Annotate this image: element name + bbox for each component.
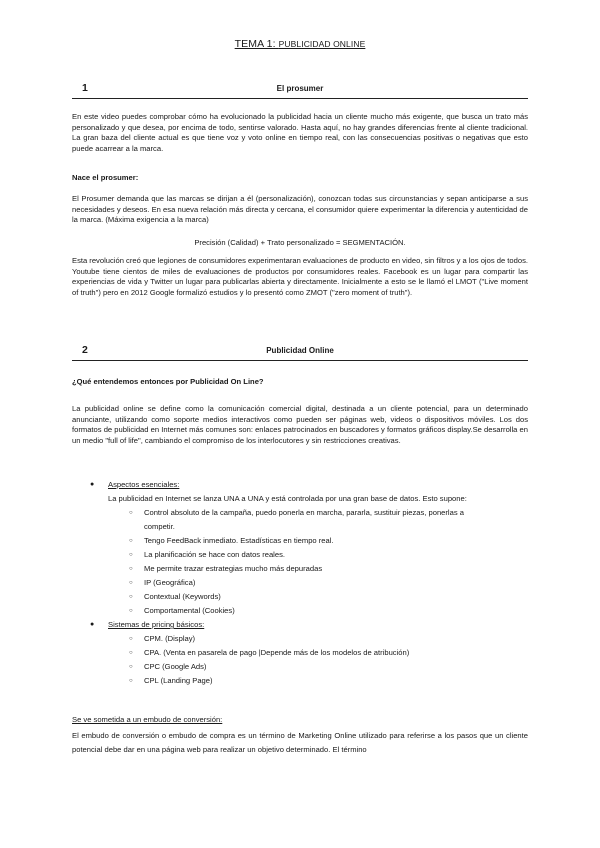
list-item: ● Aspectos esenciales:	[72, 478, 528, 492]
circle-bullet-icon: ○	[129, 664, 133, 670]
section-1-header	[72, 82, 528, 99]
section-2-number: 2	[82, 344, 88, 356]
list-item: ○ Comportamental (Cookies)	[72, 604, 528, 618]
list-item: ○ IP (Geográfica)	[72, 576, 528, 590]
list-item: ○ CPL (Landing Page)	[72, 674, 528, 688]
section-1-subheading: Nace el prosumer:	[72, 173, 139, 182]
list-item: ○ Control absoluto de la campaña, puedo ponerla en marcha, pararla, sustituir piezas, ponerlas a competir.	[129, 508, 464, 531]
list-item: ○ Tengo FeedBack inmediato. Estadísticas en tiempo real.	[72, 534, 528, 548]
section-1-title: El prosumer	[276, 84, 324, 93]
circle-bullet-icon: ○	[129, 594, 133, 600]
list-item: ○ CPA. (Venta en pasarela de pago |Depende más de los modelos de atribución)	[72, 646, 528, 660]
section-2-bullet-list	[72, 478, 528, 688]
section-1-number: 1	[82, 82, 88, 94]
section-2-paragraph-1: La publicidad online se define como la comunicación comercial digital, destinada a un cliente potencial, para un determinado anunciante, utilizando como soporte medios interactivos como pueden ser páginas web, videos o dispositivos móviles. Los dos formatos de publicidad en Internet más comunes son: enlaces patrocinados en buscadores y formatos gráficos display.Se desarrolla en un medio "full of life", cambiando el compromiso de los interlocutores y sin restricciones creativas.	[72, 404, 528, 445]
circle-bullet-icon: ○	[129, 650, 133, 656]
circle-bullet-icon: ○	[129, 552, 133, 558]
funnel-heading: Se ve sometida a un embudo de conversión:	[72, 715, 223, 724]
bullet-icon: ●	[90, 621, 95, 628]
bullet-icon: ●	[90, 481, 95, 488]
section-1-formula: Precisión (Calidad) + Trato personalizado = SEGMENTACIÓN.	[194, 238, 406, 247]
section-1-intro: En este video puedes comprobar cómo ha evolucionado la publicidad hacia un cliente mucho más exigente, que busca un trato más personalizado y que desea, por encima de todo, sentirse valorado. Hasta aquí, no hay grandes diferencias frente al cliente tradicional. La gran baza del cliente actual es que tiene voz y voto online en tiempo real, con las consecuencias positivas o negativas que esto puede acarrear a la marca.	[72, 112, 528, 153]
circle-bullet-icon: ○	[129, 636, 133, 642]
list-item: ○ Me permite trazar estrategias mucho más depuradas	[72, 562, 528, 576]
list-item: ○ Contextual (Keywords)	[72, 590, 528, 604]
section-2-question: ¿Qué entendemos entonces por Publicidad On Line?	[72, 377, 264, 386]
circle-bullet-icon: ○	[129, 538, 133, 544]
circle-bullet-icon: ○	[129, 608, 133, 614]
page-title: TEMA 1: PUBLICIDAD ONLINE	[234, 38, 366, 50]
list-item: ○ La planificación se hace con datos reales.	[72, 548, 528, 562]
funnel-paragraph: El embudo de conversión o embudo de compra es un término de Marketing Online utilizado para referirse a los pasos que un cliente potencial debe dar en una página web para realizar un objetivo determinado. El término	[72, 731, 528, 754]
list-item: ● Sistemas de pricing básicos:	[72, 618, 528, 632]
circle-bullet-icon: ○	[129, 580, 133, 586]
section-2-title: Publicidad Online	[266, 346, 334, 355]
list-item: ○ CPC (Google Ads)	[72, 660, 528, 674]
section-1-paragraph-2: Esta revolución creó que legiones de consumidores experimentaran evaluaciones de producto en video, sin filtros y a los ojos de todos. Youtube tiene cientos de miles de evaluaciones de productos por consumidores reales. Facebook es un lugar para compartir las experiencias de vida y Twitter un lugar para publicarlas abierta y directamente. Inicialmente a esto se le llamó el LMOT ("Live moment of truth") pero en 2012 Google formalizó estudios y lo presentó como ZMOT ("zero moment of truth").	[72, 256, 528, 297]
section-1-paragraph-1: El Prosumer demanda que las marcas se dirijan a él (personalización), conozcan todas sus circunstancias y sepan anticiparse a sus necesidades y deseos. En esa nueva relación más directa y cercana, el consumidor quiere experimentar la diferencia y autenticidad de la marca. (Máxima exigencia a la marca)	[72, 194, 528, 225]
list-item: ○ CPM. (Display)	[72, 632, 528, 646]
circle-bullet-icon: ○	[129, 566, 133, 572]
circle-bullet-icon: ○	[129, 678, 133, 684]
list-item-description: La publicidad en Internet se lanza UNA a UNA y está controlada por una gran base de datos. Esto supone:	[108, 494, 467, 503]
circle-bullet-icon: ○	[129, 510, 133, 516]
section-2-header	[72, 344, 528, 361]
